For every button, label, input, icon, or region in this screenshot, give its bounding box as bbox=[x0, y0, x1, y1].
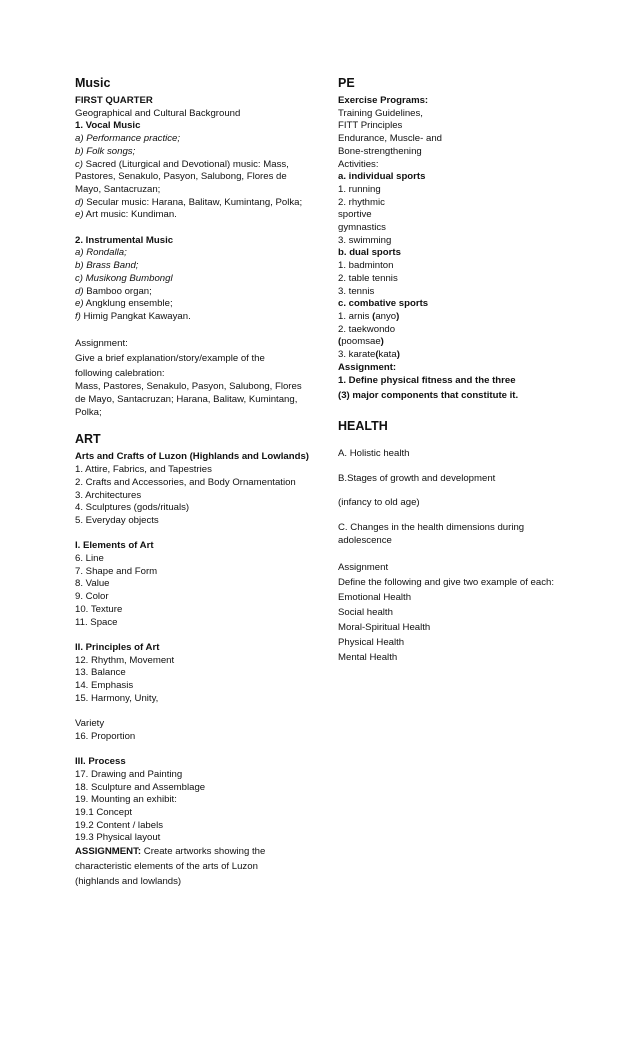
music-assignment-text: Give a brief explanation/story/example of the following calebration: bbox=[75, 353, 265, 380]
list-item: Bamboo organ; bbox=[86, 285, 152, 297]
list-item: 3. karate(kata) bbox=[338, 349, 400, 361]
variety-text: Variety bbox=[75, 718, 105, 730]
poomsae-text: poomsae bbox=[341, 336, 381, 348]
list-item: Mental Health bbox=[338, 651, 398, 663]
pe-assignment-text: 1. Define physical fitness and the three (3) major components that constitute it. bbox=[338, 375, 519, 402]
list-item: Brass Band; bbox=[86, 260, 139, 272]
list-item: 10. Texture bbox=[75, 603, 123, 615]
list-letter: b) bbox=[75, 145, 84, 157]
list-item: Sacred (Liturgical and Devotional) music: Mass, Pastores, Senakulo, Pasyon, Salubong, Flores de Mayo, Santacruzan; bbox=[75, 158, 289, 195]
list-item: Angklung ensemble; bbox=[85, 298, 173, 310]
list-letter: d) bbox=[75, 196, 84, 208]
pe-title: PE bbox=[338, 76, 355, 90]
list-item: Activities: bbox=[338, 158, 379, 170]
proportion-text: 16. Proportion bbox=[75, 730, 136, 742]
health-item-b-sub: (infancy to old age) bbox=[338, 497, 420, 509]
list-item: 2. taekwondo bbox=[338, 323, 396, 335]
list-item: Musikong Bumbongl bbox=[85, 272, 173, 284]
list-item: 2. Crafts and Accessories, and Body Ornamentation bbox=[75, 476, 296, 488]
list-item: Art music: Kundiman. bbox=[85, 209, 177, 221]
list-letter: f) bbox=[75, 310, 81, 322]
list-item: 5. Everyday objects bbox=[75, 514, 159, 526]
list-item: gymnastics bbox=[338, 222, 386, 234]
list-item: Emotional Health bbox=[338, 591, 412, 603]
list-item: 14. Emphasis bbox=[75, 680, 134, 692]
health-title: HEALTH bbox=[338, 419, 388, 434]
music-quarter: FIRST QUARTER bbox=[75, 95, 153, 106]
list-item: 19.1 Concept bbox=[75, 807, 133, 819]
list-item: Folk songs; bbox=[86, 145, 136, 157]
list-item: sportive bbox=[338, 209, 372, 221]
list-item: Endurance, Muscle- and bbox=[338, 133, 442, 145]
list-item: Bone-strengthening bbox=[338, 145, 422, 157]
list-item: 19.3 Physical layout bbox=[75, 832, 161, 844]
art-assignment bbox=[75, 845, 275, 889]
list-item: 3. Architectures bbox=[75, 489, 142, 501]
list-item: 18. Sculpture and Assemblage bbox=[75, 781, 206, 793]
list-item: Himig Pangkat Kawayan. bbox=[83, 310, 191, 322]
list-item: Secular music: Harana, Balitaw, Kumintang, Polka; bbox=[86, 196, 303, 208]
art-assignment-label: ASSIGNMENT: bbox=[75, 846, 142, 858]
list-item: 7. Shape and Form bbox=[75, 565, 158, 577]
list-item: Training Guidelines, bbox=[338, 107, 423, 119]
karate-text: 3. karate bbox=[338, 349, 376, 361]
list-item: 4. Sculptures (gods/rituals) bbox=[75, 502, 190, 514]
list-item: 1. running bbox=[338, 183, 381, 195]
art-subtitle: Arts and Crafts of Luzon (Highlands and Lowlands) bbox=[75, 451, 309, 463]
list-item: 11. Space bbox=[75, 616, 118, 628]
health-item-b: B.Stages of growth and development bbox=[338, 472, 496, 484]
pe-assignment-label: Assignment: bbox=[338, 361, 397, 373]
list-letter: a) bbox=[75, 247, 84, 259]
kata-text: kata bbox=[378, 349, 397, 361]
list-item: Performance practice; bbox=[86, 133, 181, 145]
list-item: Physical Health bbox=[338, 636, 405, 648]
dual-sports-heading: b. dual sports bbox=[338, 247, 401, 259]
vocal-music-heading: 1. Vocal Music bbox=[75, 120, 141, 132]
art-title: ART bbox=[75, 432, 101, 447]
list-item: 1. Attire, Fabrics, and Tapestries bbox=[75, 464, 212, 476]
list-letter: c) bbox=[75, 158, 83, 170]
exercise-programs-heading: Exercise Programs: bbox=[338, 95, 429, 106]
list-item: Rondalla; bbox=[86, 247, 127, 259]
list-letter: e) bbox=[75, 298, 84, 310]
list-item: 9. Color bbox=[75, 591, 109, 603]
health-assignment-label: Assignment bbox=[338, 561, 389, 573]
list-letter: e) bbox=[75, 209, 84, 221]
music-background: Geographical and Cultural Background bbox=[75, 107, 241, 119]
list-letter: a) bbox=[75, 133, 84, 145]
list-item: 1. badminton bbox=[338, 260, 394, 272]
list-letter: c) bbox=[75, 272, 83, 284]
list-item: FITT Principles bbox=[338, 120, 403, 132]
list-letter: d) bbox=[75, 285, 84, 297]
elements-heading: I. Elements of Art bbox=[75, 540, 154, 552]
list-item: Social health bbox=[338, 606, 393, 618]
list-item: 6. Line bbox=[75, 553, 104, 565]
list-item: 19. Mounting an exhibit: bbox=[75, 794, 177, 806]
left-column bbox=[75, 76, 325, 890]
process-heading: III. Process bbox=[75, 756, 126, 768]
list-item: Moral-Spiritual Health bbox=[338, 621, 431, 633]
list-item: 13. Balance bbox=[75, 667, 126, 679]
list-item: 12. Rhythm, Movement bbox=[75, 654, 175, 666]
health-item-c: C. Changes in the health dimensions during adolescence bbox=[338, 522, 525, 546]
list-item: 2. table tennis bbox=[338, 272, 398, 284]
list-item: 17. Drawing and Painting bbox=[75, 768, 183, 780]
list-item: 8. Value bbox=[75, 578, 110, 590]
health-item-a: A. Holistic health bbox=[338, 448, 410, 460]
list-item: 2. rhythmic bbox=[338, 196, 385, 208]
list-item: 15. Harmony, Unity, bbox=[75, 692, 159, 704]
list-letter: b) bbox=[75, 260, 84, 272]
principles-heading: II. Principles of Art bbox=[75, 641, 160, 653]
combative-sports-heading: c. combative sports bbox=[338, 298, 429, 310]
music-title: Music bbox=[75, 76, 111, 90]
list-item: 3. swimming bbox=[338, 234, 392, 246]
art-assignment-text: Create artworks showing the characteristic elements of the arts of Luzon (highlands and lowlands) bbox=[75, 846, 266, 887]
individual-sports-heading: a. individual sports bbox=[338, 171, 426, 183]
list-item: 3. tennis bbox=[338, 285, 375, 297]
music-assignment-label: Assignment: bbox=[75, 338, 128, 350]
right-column bbox=[338, 76, 598, 665]
list-item: (poomsae) bbox=[338, 336, 384, 348]
instrumental-music-heading: 2. Instrumental Music bbox=[75, 234, 174, 246]
health-assignment-text: Define the following and give two example of each: bbox=[338, 576, 554, 588]
anyo-text: anyo bbox=[375, 310, 397, 322]
list-item: 19.2 Content / labels bbox=[75, 819, 164, 831]
list-item: 1. arnis (anyo) bbox=[338, 310, 400, 322]
music-assignment-list: Mass, Pastores, Senakulo, Pasyon, Salubong, Flores de Mayo, Santacruzan; Harana, Balitaw, Kumintang, Polka; bbox=[75, 381, 302, 418]
arnis-text: 1. arnis bbox=[338, 310, 373, 322]
